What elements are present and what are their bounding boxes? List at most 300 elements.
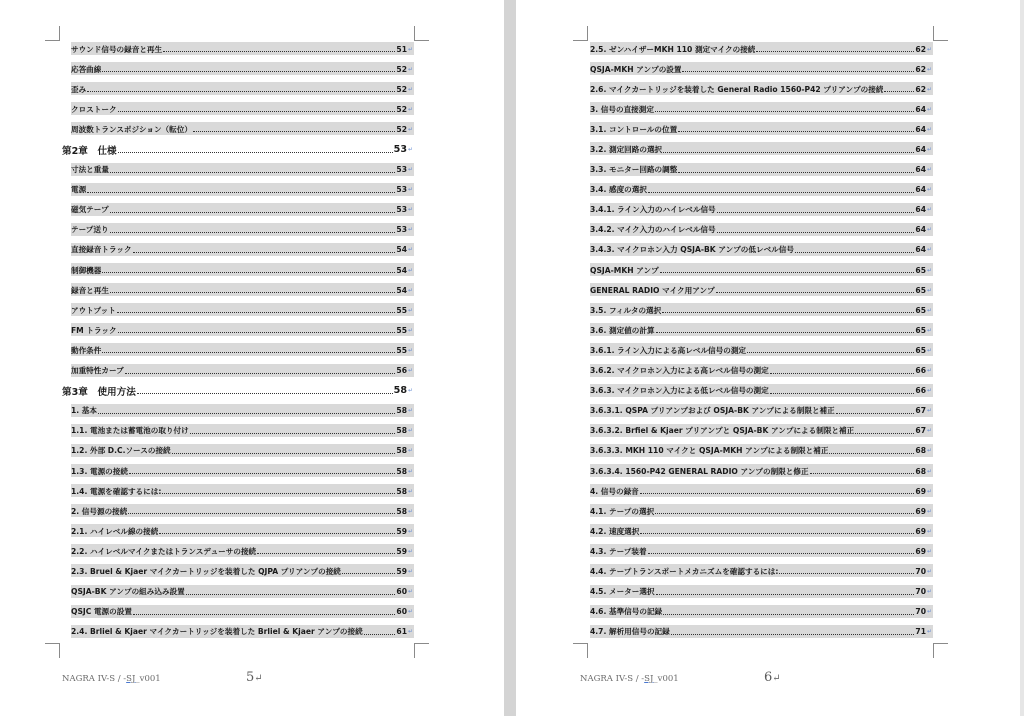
toc-entry-title: 4.4. テープトランスポートメカニズムを確認するには: <box>590 566 779 576</box>
toc-entry-page: 58 <box>396 506 407 516</box>
toc-entry-title: 3.3. モニター回路の調整 <box>590 165 678 175</box>
paragraph-mark-icon: ↵ <box>408 226 414 234</box>
toc-entry[interactable] <box>590 160 933 180</box>
toc-entry-title: サウンド信号の録音と再生 <box>71 44 163 54</box>
toc-entry[interactable] <box>590 582 933 602</box>
toc-entry-title: 3.6.3.3. MKH 110 マイクと QSJA-MKH アンプによる制限と補正 <box>590 446 829 456</box>
paragraph-mark-icon: ↵ <box>927 286 933 294</box>
toc-entry-title: 3.4.1. ライン入力のハイレベル信号 <box>590 205 716 215</box>
toc-dot-leader <box>110 223 396 233</box>
toc-entry-page: 53 <box>396 205 407 215</box>
toc-entry-page: 64 <box>915 245 926 255</box>
paragraph-mark-icon: ↵ <box>927 326 933 334</box>
document-page-left <box>0 0 504 716</box>
toc-entry-page: 67 <box>915 426 926 436</box>
paragraph-mark-icon: ↵ <box>927 186 933 194</box>
toc-entry-title: 1.4. 電源を確認するには: <box>71 486 162 496</box>
toc-entry-title: 動作条件 <box>71 345 102 355</box>
toc-chapter-entry[interactable] <box>62 139 414 159</box>
toc-entry[interactable] <box>62 582 414 602</box>
paragraph-mark-icon: ↵ <box>408 487 414 495</box>
paragraph-mark-icon: ↵ <box>927 306 933 314</box>
paragraph-mark-icon: ↵ <box>927 407 933 415</box>
paragraph-mark-icon: ↵ <box>408 286 414 294</box>
toc-entry-title: 電源 <box>71 185 87 195</box>
document-page-right <box>516 0 1020 716</box>
toc-dot-leader <box>87 82 395 92</box>
toc-dot-leader <box>716 283 915 293</box>
toc-entry[interactable] <box>590 99 933 119</box>
paragraph-mark-icon: ↵ <box>408 567 414 575</box>
toc-dot-leader <box>117 303 396 313</box>
toc-entry-title: 2.3. Bruel & Kjaer マイクカートリッジを装着した QJPA プリアンプの接続 <box>71 566 341 576</box>
toc-dot-leader <box>118 143 393 153</box>
toc-dot-leader <box>717 223 915 233</box>
toc-entry-title: 加重特性カーブ <box>71 366 124 376</box>
toc-entry-page: 65 <box>915 325 926 335</box>
toc-entry[interactable] <box>590 300 933 320</box>
toc-entry[interactable] <box>62 361 414 381</box>
toc-dot-leader <box>87 183 395 193</box>
paragraph-mark-icon: ↵ <box>408 85 414 93</box>
toc-entry-title: 4.5. メーター選択 <box>590 587 655 597</box>
toc-entry-title: GENERAL RADIO マイク用アンプ <box>590 285 715 295</box>
toc-entry[interactable] <box>590 79 933 99</box>
toc-entry[interactable] <box>62 461 414 481</box>
toc-dot-leader <box>186 585 396 595</box>
toc-entry[interactable] <box>62 240 414 260</box>
toc-entry[interactable] <box>62 421 414 441</box>
toc-entry-page: 54 <box>396 265 407 275</box>
toc-entry-page: 62 <box>915 44 926 54</box>
paragraph-mark-icon: ↵ <box>408 427 414 435</box>
paragraph-mark-icon: ↵ <box>927 146 933 154</box>
paragraph-mark-icon: ↵ <box>408 45 414 53</box>
toc-dot-leader <box>795 243 914 253</box>
toc-entry[interactable] <box>590 602 933 622</box>
toc-entry-page: 69 <box>915 506 926 516</box>
toc-entry-page: 55 <box>396 325 407 335</box>
toc-entry-title: 磁気テープ <box>71 205 109 215</box>
toc-entry-title: QSJA-MKH アンプ <box>590 265 659 275</box>
toc-dot-leader <box>663 605 914 615</box>
toc-dot-leader <box>829 444 914 454</box>
toc-entry-title: 4.6. 基準信号の記録 <box>590 607 663 617</box>
paragraph-mark-icon: ↵ <box>927 65 933 73</box>
toc-entry-title: 1.3. 電源の接続 <box>71 466 128 476</box>
toc-entry-title: 3.6.3.2. Brfiel & Kjaer プリアンプと QSJA-BK アンプによる制限と補正 <box>590 426 855 436</box>
paragraph-mark-icon: ↵ <box>927 125 933 133</box>
toc-entry-title: 3.6.2. マイクロホン入力による高レベル信号の測定 <box>590 366 769 376</box>
toc-dot-leader <box>110 163 395 173</box>
paragraph-mark-icon: ↵ <box>408 186 414 194</box>
paragraph-mark-icon: ↵ <box>927 346 933 354</box>
toc-dot-leader <box>660 263 915 273</box>
paragraph-mark-icon: ↵ <box>408 166 414 174</box>
toc-dot-leader <box>162 484 395 494</box>
toc-entry-page: 55 <box>396 345 407 355</box>
crop-mark <box>573 26 588 41</box>
toc-entry[interactable] <box>590 260 933 280</box>
toc-entry[interactable] <box>590 139 933 159</box>
paragraph-mark-icon: ↵ <box>408 206 414 214</box>
toc-entry[interactable] <box>62 521 414 541</box>
toc-entry-page: 64 <box>915 225 926 235</box>
toc-entry-title: 寸法と重量 <box>71 165 109 175</box>
toc-entry-page: 58 <box>396 486 407 496</box>
paragraph-mark-icon: ↵ <box>408 447 414 455</box>
toc-dot-leader <box>193 122 395 132</box>
toc-entry-title: 3.4.2. マイク入力のハイレベル信号 <box>590 225 716 235</box>
toc-entry[interactable] <box>590 501 933 521</box>
toc-entry-page: 69 <box>915 526 926 536</box>
toc-entry-title: 3. 信号の直接測定 <box>590 104 654 114</box>
paragraph-mark-icon: ↵ <box>927 447 933 455</box>
toc-entry[interactable] <box>590 340 933 360</box>
toc-dot-leader <box>655 504 914 514</box>
page-footer <box>580 670 960 690</box>
toc-entry-title: 制御機器 <box>71 265 102 275</box>
toc-entry[interactable] <box>590 541 933 561</box>
toc-entry-title: 2. 信号源の接続 <box>71 506 128 516</box>
paragraph-mark-icon: ↵ <box>408 547 414 555</box>
toc-entry-title: 3.6.1. ライン入力による高レベル信号の測定 <box>590 345 747 355</box>
toc-entry-page: 51 <box>396 44 407 54</box>
paragraph-mark-icon: ↵ <box>408 125 414 133</box>
toc-entry-page: 58 <box>396 466 407 476</box>
toc-dot-leader <box>129 464 395 474</box>
paragraph-mark-icon: ↵ <box>927 246 933 254</box>
toc-entry[interactable] <box>590 561 933 581</box>
toc-entry-title: 3.6. 測定値の計算 <box>590 325 655 335</box>
toc-dot-leader <box>770 384 915 394</box>
page-gutter <box>504 0 516 716</box>
paragraph-mark-icon: ↵ <box>408 246 414 254</box>
toc-dot-leader <box>640 524 914 534</box>
paragraph-mark-icon: ↵ <box>408 527 414 535</box>
paragraph-mark-icon: ↵ <box>927 367 933 375</box>
paragraph-mark-icon: ↵ <box>408 608 414 616</box>
toc-entry[interactable] <box>62 79 414 99</box>
toc-entry-page: 64 <box>915 185 926 195</box>
toc-dot-leader <box>656 323 915 333</box>
paragraph-mark-icon: ↵ <box>408 387 414 395</box>
toc-entry-title: 2.2. ハイレベルマイクまたはトランスデューサの接続 <box>71 546 257 556</box>
crop-mark <box>414 643 429 658</box>
toc-dot-leader <box>884 82 914 92</box>
toc-entry-title: クロストーク <box>71 104 117 114</box>
paragraph-mark-icon: ↵ <box>927 266 933 274</box>
toc-dot-leader <box>190 424 396 434</box>
crop-mark <box>414 26 429 41</box>
toc-dot-leader <box>98 404 395 414</box>
paragraph-mark-icon: ↵ <box>927 547 933 555</box>
toc-entry-page: 65 <box>915 265 926 275</box>
toc-entry-page: 56 <box>396 366 407 376</box>
toc-dot-leader <box>125 364 396 374</box>
toc-dot-leader <box>756 42 914 52</box>
paragraph-mark-icon: ↵ <box>927 387 933 395</box>
paragraph-mark-icon: ↵ <box>927 85 933 93</box>
toc-entry-page: 53 <box>396 185 407 195</box>
paragraph-mark-icon: ↵ <box>408 105 414 113</box>
toc-entry-page: 62 <box>915 84 926 94</box>
toc-entry[interactable] <box>590 421 933 441</box>
toc-dot-leader <box>640 484 915 494</box>
toc-dot-leader <box>810 464 915 474</box>
paragraph-mark-icon: ↵ <box>927 226 933 234</box>
toc-entry[interactable] <box>590 280 933 300</box>
toc-entry[interactable] <box>590 521 933 541</box>
toc-entry[interactable] <box>590 320 933 340</box>
paragraph-mark-icon: ↵ <box>408 367 414 375</box>
toc-entry[interactable] <box>590 481 933 501</box>
toc-entry-title: 3.1. コントロールの位置 <box>590 124 678 134</box>
toc-entry-title: 周波数トランスポジション（転位） <box>71 124 192 134</box>
toc-dot-leader <box>682 62 914 72</box>
toc-entry-title: 2.4. Brliel & Kjaer マイクカートリッジを装着した Brliel & Kjaer アンプの接続 <box>71 627 363 637</box>
toc-dot-leader <box>663 143 914 153</box>
paragraph-mark-icon: ↵ <box>927 427 933 435</box>
toc-dot-leader <box>110 283 395 293</box>
toc-dot-leader <box>342 564 396 574</box>
toc-entry[interactable] <box>590 381 933 401</box>
toc-entry-title: 4. 信号の録音 <box>590 486 639 496</box>
toc-entry-title: 3.6.3.1. QSPA プリアンプおよび OSJA-BK アンプによる制限と補正 <box>590 406 835 416</box>
page-number: 5↵ <box>246 670 263 685</box>
toc-dot-leader <box>779 564 914 574</box>
toc-entry-page: 65 <box>915 345 926 355</box>
toc-dot-leader <box>662 303 914 313</box>
toc-entry-page: 66 <box>915 386 926 396</box>
toc-entry[interactable] <box>62 39 414 59</box>
toc-entry-title: 4.1. テープの選択 <box>590 506 655 516</box>
toc-entry-title: テープ送り <box>71 225 109 235</box>
toc-entry[interactable] <box>62 561 414 581</box>
toc-dot-leader <box>770 364 915 374</box>
toc-entry-page: 62 <box>915 64 926 74</box>
paragraph-mark-icon: ↵ <box>927 487 933 495</box>
toc-entry[interactable] <box>590 59 933 79</box>
toc-dot-leader <box>747 343 914 353</box>
toc-dot-leader <box>133 605 395 615</box>
toc-entry-title: 2.5. ゼンハイザーMKH 110 測定マイクの接続 <box>590 44 756 54</box>
toc-entry[interactable] <box>590 240 933 260</box>
toc-entry-page: 53 <box>396 225 407 235</box>
toc-entry[interactable] <box>62 160 414 180</box>
toc-entry-title: 4.7. 解析用信号の記録 <box>590 627 670 637</box>
toc-entry-title: アウトプット <box>71 305 116 315</box>
paragraph-mark-icon: ↵ <box>927 608 933 616</box>
toc-entry-page: 64 <box>915 104 926 114</box>
toc-entry-page: 58 <box>393 385 407 397</box>
toc-dot-leader <box>655 102 914 112</box>
toc-entry-page: 64 <box>915 145 926 155</box>
toc-entry-page: 70 <box>915 587 926 597</box>
paragraph-mark-icon: ↵ <box>408 467 414 475</box>
toc-entry-page: 68 <box>915 446 926 456</box>
paragraph-mark-icon: ↵ <box>408 588 414 596</box>
toc-entry[interactable] <box>62 99 414 119</box>
crop-mark <box>573 643 588 658</box>
paragraph-mark-icon: ↵ <box>408 326 414 334</box>
toc-entry[interactable] <box>590 461 933 481</box>
toc-dot-leader <box>671 625 915 635</box>
table-of-contents <box>590 39 933 642</box>
paragraph-mark-icon: ↵ <box>927 527 933 535</box>
toc-entry[interactable] <box>62 441 414 461</box>
paragraph-mark-icon: ↵ <box>927 105 933 113</box>
toc-entry-page: 53 <box>396 165 407 175</box>
crop-mark <box>933 26 948 41</box>
toc-entry-page: 69 <box>915 486 926 496</box>
toc-entry-title: 3.5. フィルタの選択 <box>590 305 662 315</box>
toc-dot-leader <box>110 203 396 213</box>
toc-dot-leader <box>257 544 395 554</box>
toc-entry[interactable] <box>62 260 414 280</box>
paragraph-mark-icon: ↵ <box>408 507 414 515</box>
toc-entry-title: 4.2. 速度選択 <box>590 526 640 536</box>
toc-dot-leader <box>102 263 395 273</box>
crop-mark <box>45 26 60 41</box>
footer-document-id: NAGRA IV-S / -SJ_v001 <box>62 674 161 684</box>
toc-entry[interactable] <box>590 401 933 421</box>
toc-entry-page: 59 <box>396 526 407 536</box>
toc-dot-leader <box>133 243 396 253</box>
page-number: 6↵ <box>764 670 781 685</box>
page-footer <box>62 670 442 690</box>
toc-entry-title: 1.2. 外部 D.C.ソースの接続 <box>71 446 171 456</box>
toc-entry-page: 70 <box>915 607 926 617</box>
toc-entry-page: 71 <box>915 627 926 637</box>
toc-entry-title: 3.4. 感度の選択 <box>590 185 647 195</box>
toc-dot-leader <box>678 122 914 132</box>
toc-entry[interactable] <box>62 300 414 320</box>
toc-dot-leader <box>364 625 396 635</box>
toc-entry-title: QSJA-MKH アンプの設置 <box>590 64 682 74</box>
toc-entry-page: 59 <box>396 566 407 576</box>
toc-entry[interactable] <box>62 340 414 360</box>
toc-entry-page: 67 <box>915 406 926 416</box>
toc-dot-leader <box>678 163 914 173</box>
toc-entry[interactable] <box>62 541 414 561</box>
toc-entry[interactable] <box>62 481 414 501</box>
paragraph-mark-icon: ↵ <box>408 628 414 636</box>
toc-dot-leader <box>102 62 395 72</box>
toc-dot-leader <box>656 585 915 595</box>
paragraph-mark-icon: ↵ <box>927 507 933 515</box>
toc-entry-page: 70 <box>915 566 926 576</box>
toc-dot-leader <box>118 323 396 333</box>
toc-entry-title: 3.6.3. マイクロホン入力による低レベル信号の測定 <box>590 386 769 396</box>
toc-dot-leader <box>648 183 914 193</box>
toc-entry-title: 1. 基本 <box>71 406 97 416</box>
crop-mark <box>45 643 60 658</box>
toc-entry[interactable] <box>62 180 414 200</box>
toc-entry-title: FM トラック <box>71 325 117 335</box>
paragraph-mark-icon: ↵ <box>927 467 933 475</box>
toc-entry-title: 第2章 仕様 <box>62 145 117 157</box>
toc-dot-leader <box>128 504 395 514</box>
toc-entry-page: 64 <box>915 124 926 134</box>
toc-entry[interactable] <box>590 200 933 220</box>
toc-entry-page: 53 <box>393 144 407 156</box>
toc-entry-page: 52 <box>396 64 407 74</box>
toc-entry-page: 52 <box>396 124 407 134</box>
toc-entry[interactable] <box>590 622 933 642</box>
toc-entry[interactable] <box>590 361 933 381</box>
paragraph-mark-icon: ↵ <box>408 65 414 73</box>
toc-entry-title: 歪み <box>71 84 87 94</box>
paragraph-mark-icon: ↵ <box>927 588 933 596</box>
toc-entry[interactable] <box>62 602 414 622</box>
toc-entry-page: 58 <box>396 446 407 456</box>
toc-entry-page: 64 <box>915 165 926 175</box>
toc-chapter-entry[interactable] <box>62 381 414 401</box>
toc-entry[interactable] <box>62 280 414 300</box>
toc-entry-title: 録音と再生 <box>71 285 109 295</box>
toc-entry-page: 58 <box>396 406 407 416</box>
toc-entry[interactable] <box>62 320 414 340</box>
paragraph-mark-icon: ↵ <box>408 407 414 415</box>
footer-document-id: NAGRA IV-S / -SJ_v001 <box>580 674 679 684</box>
toc-entry[interactable] <box>62 501 414 521</box>
toc-entry[interactable] <box>62 119 414 139</box>
toc-entry-title: 応答曲線 <box>71 64 102 74</box>
toc-dot-leader <box>102 343 395 353</box>
toc-entry-page: 59 <box>396 546 407 556</box>
toc-dot-leader <box>648 544 915 554</box>
toc-entry[interactable] <box>590 39 933 59</box>
toc-dot-leader <box>855 424 914 434</box>
toc-entry-page: 66 <box>915 366 926 376</box>
toc-entry[interactable] <box>62 220 414 240</box>
toc-entry-page: 52 <box>396 84 407 94</box>
toc-entry[interactable] <box>62 622 414 642</box>
toc-entry-title: 3.6.3.4. 1560-P42 GENERAL RADIO アンプの制限と修正 <box>590 466 809 476</box>
paragraph-mark-icon: ↵ <box>927 567 933 575</box>
toc-entry[interactable] <box>590 119 933 139</box>
toc-entry-page: 54 <box>396 245 407 255</box>
toc-entry[interactable] <box>62 59 414 79</box>
toc-entry-page: 58 <box>396 426 407 436</box>
toc-entry[interactable] <box>62 200 414 220</box>
toc-entry[interactable] <box>62 401 414 421</box>
toc-entry-page: 55 <box>396 305 407 315</box>
toc-entry-title: 4.3. テープ装着 <box>590 546 647 556</box>
toc-entry[interactable] <box>590 441 933 461</box>
toc-entry-title: QSJA-BK アンプの組み込み設置 <box>71 587 185 597</box>
toc-entry-page: 68 <box>915 466 926 476</box>
toc-entry-title: QSJC 電源の設置 <box>71 607 132 617</box>
toc-entry[interactable] <box>590 220 933 240</box>
paragraph-mark-icon: ↵ <box>927 45 933 53</box>
toc-entry-page: 65 <box>915 285 926 295</box>
toc-entry-page: 60 <box>396 607 407 617</box>
toc-dot-leader <box>163 42 395 52</box>
toc-entry-title: 2.6. マイクカートリッジを装着した General Radio 1560-P42 プリアンプの接続 <box>590 84 884 94</box>
toc-entry-title: 1.1. 電池または蓄電池の取り付け <box>71 426 189 436</box>
toc-entry-page: 64 <box>915 205 926 215</box>
paragraph-mark-icon: ↵ <box>927 166 933 174</box>
paragraph-mark-icon: ↵ <box>927 628 933 636</box>
toc-entry-page: 69 <box>915 546 926 556</box>
toc-entry[interactable] <box>590 180 933 200</box>
toc-entry-page: 52 <box>396 104 407 114</box>
toc-dot-leader <box>137 384 393 394</box>
toc-entry-title: 3.4.3. マイクロホン入力 QSJA-BK アンプの低レベル信号 <box>590 245 794 255</box>
table-of-contents <box>62 39 414 642</box>
